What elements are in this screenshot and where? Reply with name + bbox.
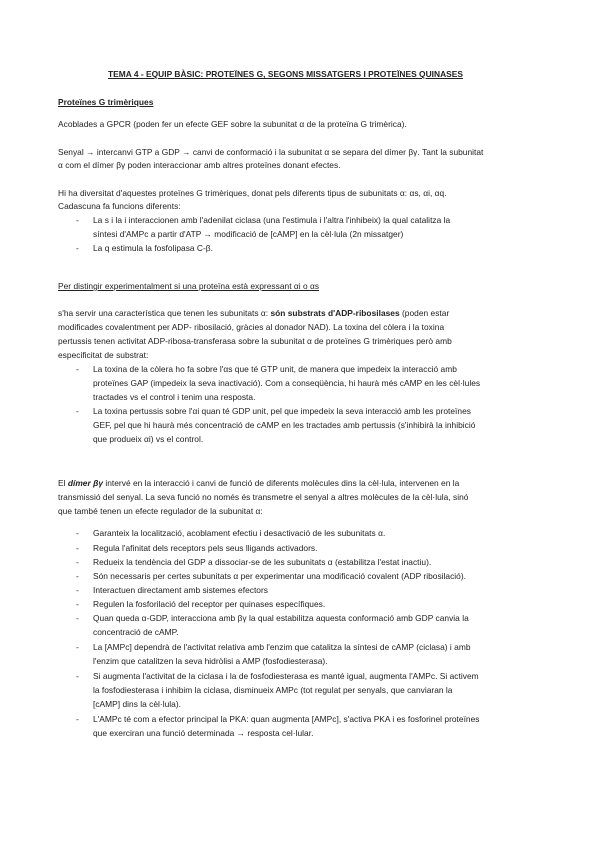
bullet-dash: - xyxy=(76,599,79,609)
list-item: Interactuen directament amb sistemes efectors xyxy=(93,585,268,595)
list-item: tractades vs el control i tenim una resposta. xyxy=(93,392,256,402)
bullet-dash: - xyxy=(76,215,79,225)
paragraph-line: especificitat de substrat: xyxy=(58,350,149,360)
section-heading-g-proteins: Proteïnes G trimèriques xyxy=(58,97,154,107)
list-item: La [AMPc] dependrà de l'activitat relativa amb l'enzim que catalitza la síntesi de cAMP (ciclasa) i amb xyxy=(93,642,471,652)
bullet-dash: - xyxy=(76,642,79,652)
list-item: La toxina pertussis sobre l'αi quan té GDP unit, pel que impedeix la seva interacció amb les proteïnes xyxy=(93,406,471,416)
bullet-dash: - xyxy=(76,406,79,416)
text-run: intervé en la interacció i canvi de funció de diferents molècules dins la cèl·lula, intervenen en la xyxy=(103,478,460,488)
paragraph-line: que també tenen un efecte regulador de la subunitat α: xyxy=(58,506,263,516)
list-item: GEF, pel que hi haurà més concentració de cAMP en les tractades amb pertussis (s'inhibirà la inhibició xyxy=(93,420,476,430)
paragraph-line: transmissió del senyal. La seva funció no només és transmetre el senyal a altres molècules de la cèl·lula, sinó xyxy=(58,492,469,502)
list-item: que exerciran una funció determinada → resposta cel·lular. xyxy=(93,728,314,738)
bullet-dash: - xyxy=(76,585,79,595)
list-item: concentració de cAMP. xyxy=(93,627,179,637)
document-title: TEMA 4 - EQUIP BÀSIC: PROTEÏNES G, SEGONS MISSATGERS I PROTEÏNES QUINASES xyxy=(108,69,463,79)
bullet-dash: - xyxy=(76,571,79,581)
text-run: El xyxy=(58,478,68,488)
list-item: la fosfodiesterasa i inhibim la ciclasa, disminueix AMPc (tot regulat per senyals, que canviaran la xyxy=(93,685,453,695)
list-item: La q estimula la fosfolipasa C-β. xyxy=(93,243,213,253)
bullet-dash: - xyxy=(76,613,79,623)
list-item: que produeix αi) vs el control. xyxy=(93,434,204,444)
section-heading-distinguish: Per distingir experimentalment si una proteïna està expressant αi o αs xyxy=(58,281,320,291)
list-item: Garanteix la localització, acoblament efectiu i desactivació de les subunitats α. xyxy=(93,528,386,538)
bullet-dash: - xyxy=(76,528,79,538)
paragraph-line: Hi ha diversitat d'aquestes proteïnes G trimèriques, donat pels diferents tipus de subunitats α: αs, αi, αq. xyxy=(58,188,447,198)
list-item: Regula l'afinitat dels receptors pels seus lligands activadors. xyxy=(93,543,318,553)
paragraph-line: Cadascuna fa funcions diferents: xyxy=(58,201,181,211)
list-item: síntesi d'AMPc a partir d'ATP → modificació de [cAMP] en la cèl·lula (2n missatger) xyxy=(93,229,404,239)
paragraph-line: Senyal → intercanvi GTP a GDP → canvi de conformació i la subunitat α se separa del dímer βγ. Tant la subunitat xyxy=(58,147,484,157)
list-item: [cAMP] dins la cèl·lula). xyxy=(93,699,181,709)
list-item: Quan queda α-GDP, interacciona amb βγ la qual estabilitza aquesta conformació amb GDP canvia la xyxy=(93,613,469,623)
list-item: l'enzim que catalitzen la seva hidròlisi a AMP (fosfodiesterasa). xyxy=(93,656,328,666)
paragraph-line xyxy=(58,477,459,489)
list-item: La s i la i interaccionen amb l'adenilat ciclasa (una l'estimula i l'altra l'inhibeix) la qual catalitza la xyxy=(93,215,451,225)
list-item: L'AMPc té com a efector principal la PKA: quan augmenta [AMPc], s'activa PKA i es fosforinel proteïnes xyxy=(93,714,480,724)
paragraph-line: pertussis tenen activitat ADP-ribosa-transferasa sobre la subunitat α de proteïnes G trimèriques però amb xyxy=(58,336,452,346)
list-item: Són necessaris per certes subunitats α per experimentar una modificació covalent (ADP ribosilació). xyxy=(93,571,467,581)
paragraph-line: α com el dímer βγ poden interaccionar amb altres proteïnes donant efectes. xyxy=(58,160,341,170)
text-run: s'ha servir una característica que tenen les subunitats α: xyxy=(58,308,271,318)
bold-text: són substrats d'ADP-ribosilases xyxy=(270,308,400,318)
bullet-dash: - xyxy=(76,243,79,253)
bullet-dash: - xyxy=(76,714,79,724)
list-item: Si augmenta l'activitat de la ciclasa i la de fosfodiesterasa es manté igual, augmenta l'AMPc. Si activem xyxy=(93,671,479,681)
bullet-dash: - xyxy=(76,671,79,681)
bullet-dash: - xyxy=(76,543,79,553)
bold-italic-text: dímer βγ xyxy=(67,478,103,488)
list-item: Regulen la fosforilació del receptor per quinases específiques. xyxy=(93,599,326,609)
list-item: La toxina de la còlera ho fa sobre l'αs que té GTP unit, de manera que impedeix la interacció amb xyxy=(93,364,457,374)
paragraph-line: modificades covalentment per ADP- ribosilació, gràcies al donador NAD). La toxina del còlera i la toxina xyxy=(58,322,445,332)
list-item: proteïnes GAP (impedeix la seva inactivació). Com a conseqüència, hi haurà més cAMP en les cèl·lules xyxy=(93,378,481,388)
bullet-dash: - xyxy=(76,364,79,374)
paragraph-line xyxy=(58,307,449,319)
text-run: (poden estar xyxy=(399,308,450,318)
list-item: Redueix la tendència del GDP a dissociar-se de les subunitats α (estabilitza l'estat inactiu). xyxy=(93,557,432,567)
bullet-dash: - xyxy=(76,557,79,567)
paragraph: Acoblades a GPCR (poden fer un efecte GEF sobre la subunitat α de la proteïna G trimèrica). xyxy=(58,119,407,129)
